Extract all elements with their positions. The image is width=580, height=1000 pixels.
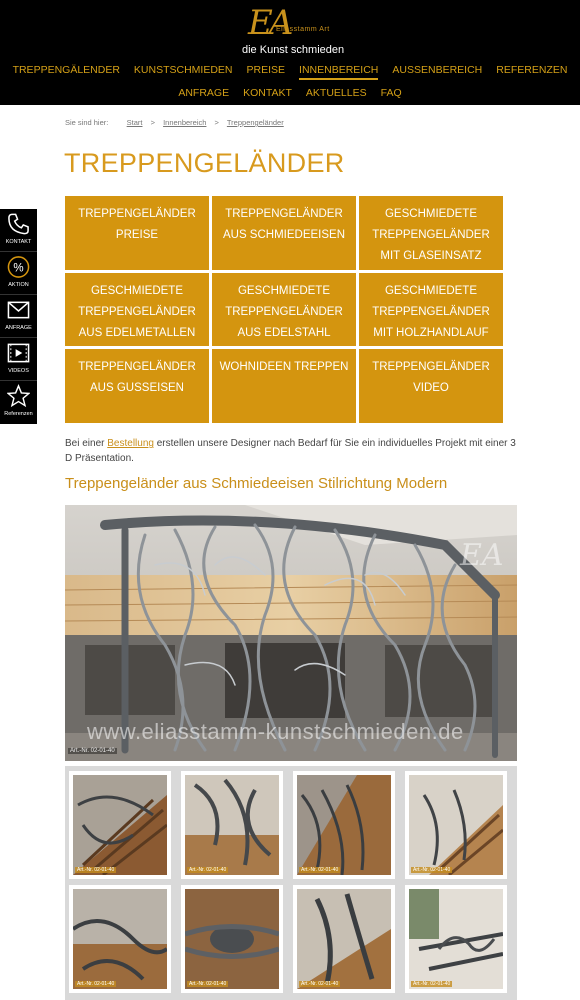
image-art-number: Art.-Nr. 02-01-40 [70, 748, 115, 754]
gallery-thumbnail[interactable] [181, 771, 283, 879]
nav-item-referenzen[interactable]: REFERENZEN [496, 64, 568, 76]
thumbnail-art-number: Art.-Nr. 02-01-40 [413, 867, 451, 873]
thumbnail-photo [409, 775, 503, 875]
intro-before: Bei einer [65, 438, 108, 449]
sidebar-item-referenzen[interactable] [0, 381, 37, 424]
breadcrumb-prefix: Sie sind hier: [65, 118, 109, 127]
site-logo[interactable] [220, 3, 360, 58]
page-title: TREPPENGELÄNDER [64, 148, 345, 178]
thumbnail-photo [185, 775, 279, 875]
thumbnail-photo [185, 889, 279, 989]
gallery-thumbnail[interactable] [69, 771, 171, 879]
thumbnail-art-number: Art.-Nr. 02-01-40 [413, 981, 451, 987]
gallery-thumbnail[interactable] [69, 885, 171, 993]
sidebar-item-kontakt[interactable] [0, 209, 37, 252]
nav-item-treppengelaender[interactable]: TREPPENGÄLENDER [12, 64, 120, 76]
category-tile[interactable]: WOHNIDEEN TREPPEN [212, 349, 356, 423]
logo-tagline: Eliasstamm Art [276, 26, 330, 33]
nav-item-kontakt[interactable]: KONTAKT [243, 87, 292, 99]
thumbnail-gallery [65, 766, 517, 1000]
category-tile[interactable]: TREPPENGELÄNDER PREISE [65, 196, 209, 270]
breadcrumb-start[interactable]: Start [126, 118, 143, 127]
category-tile[interactable]: TREPPENGELÄNDER AUS GUSSEISEN [65, 349, 209, 423]
nav-item-aktuelles[interactable]: AKTUELLES [305, 87, 367, 99]
thumbnail-art-number: Art.-Nr. 02-01-40 [77, 981, 115, 987]
main-nav-row-2 [0, 87, 580, 101]
category-tile[interactable]: TREPPENGELÄNDER AUS SCHMIEDEEISEN [212, 196, 356, 270]
sidebar-item-anfrage[interactable] [0, 295, 37, 338]
phone-icon [7, 212, 30, 236]
thumbnail-art-number: Art.-Nr. 02-01-40 [301, 981, 339, 987]
breadcrumb-innenbereich[interactable]: Innenbereich [163, 118, 207, 127]
nav-item-aussenbereich[interactable]: AUSSENBEREICH [392, 64, 483, 76]
breadcrumb-current[interactable]: Treppengeländer [226, 118, 284, 127]
thumbnail-art-number: Art.-Nr. 02-01-40 [77, 867, 115, 873]
sidebar-item-videos[interactable] [0, 338, 37, 381]
category-tile[interactable]: GESCHMIEDETE TREPPENGELÄNDER AUS EDELMETALLEN [65, 273, 209, 346]
thumbnail-art-number: Art.-Nr. 02-01-40 [189, 867, 227, 873]
sidebar-label: AKTION [8, 282, 29, 288]
thumbnail-art-number: Art.-Nr. 02-01-40 [301, 867, 339, 873]
bestellung-link[interactable]: Bestellung [107, 438, 154, 449]
intro-after: erstellen unsere Designer nach Bedarf für Sie ein individuelles Projekt mit einer 3 D Präsentation. [65, 438, 516, 464]
thumbnail-photo [409, 889, 503, 989]
logo-monogram: EA [248, 3, 290, 43]
category-tile[interactable]: GESCHMIEDETE TREPPENGELÄNDER AUS EDELSTAHL [212, 273, 356, 346]
gallery-thumbnail[interactable] [405, 885, 507, 993]
percent-icon [7, 255, 30, 279]
site-header [0, 0, 580, 105]
main-nav-row-1 [0, 64, 580, 80]
category-grid [65, 196, 503, 423]
thumbnail-photo [73, 889, 167, 989]
envelope-icon [7, 298, 30, 322]
sidebar-label: KONTAKT [5, 239, 32, 245]
image-logo-watermark: EA [460, 538, 504, 573]
image-watermark: www.eliasstamm-kunstschmieden.de [87, 719, 464, 744]
logo-brand: die Kunst schmieden [242, 44, 345, 56]
quick-access-sidebar [0, 209, 37, 424]
sidebar-item-aktion[interactable] [0, 252, 37, 295]
category-tile[interactable]: GESCHMIEDETE TREPPENGELÄNDER MIT HOLZHANDLAUF [359, 273, 503, 346]
gallery-thumbnail[interactable] [405, 771, 507, 879]
nav-item-anfrage[interactable]: ANFRAGE [178, 87, 230, 99]
nav-item-innenbereich[interactable]: INNENBEREICH [299, 64, 378, 80]
sidebar-label: ANFRAGE [5, 325, 32, 331]
nav-item-preise[interactable]: PREISE [246, 64, 286, 76]
nav-item-faq[interactable]: FAQ [380, 87, 402, 99]
category-tile[interactable]: TREPPENGELÄNDER VIDEO [359, 349, 503, 423]
nav-item-kunstschmieden[interactable]: KUNSTSCHMIEDEN [133, 64, 233, 76]
gallery-thumbnail[interactable] [181, 885, 283, 993]
intro-text [65, 436, 525, 466]
thumbnail-photo [73, 775, 167, 875]
thumbnail-photo [297, 889, 391, 989]
sidebar-label: VIDEOS [8, 368, 29, 374]
category-tile[interactable]: GESCHMIEDETE TREPPENGELÄNDER MIT GLASEINSATZ [359, 196, 503, 270]
gallery-thumbnail[interactable] [293, 885, 395, 993]
thumbnail-photo [297, 775, 391, 875]
main-product-image[interactable] [65, 505, 517, 761]
thumbnail-art-number: Art.-Nr. 02-01-40 [189, 981, 227, 987]
gallery-thumbnail[interactable] [293, 771, 395, 879]
section-title: Treppengeländer aus Schmiedeeisen Stilrichtung Modern [65, 475, 448, 492]
svg-text:%: % [13, 262, 24, 275]
film-icon [7, 341, 30, 365]
breadcrumb: Sie sind hier: Start > Innenbereich > Treppengeländer [65, 118, 284, 127]
star-icon [7, 384, 30, 408]
sidebar-label: Referenzen [4, 411, 33, 417]
